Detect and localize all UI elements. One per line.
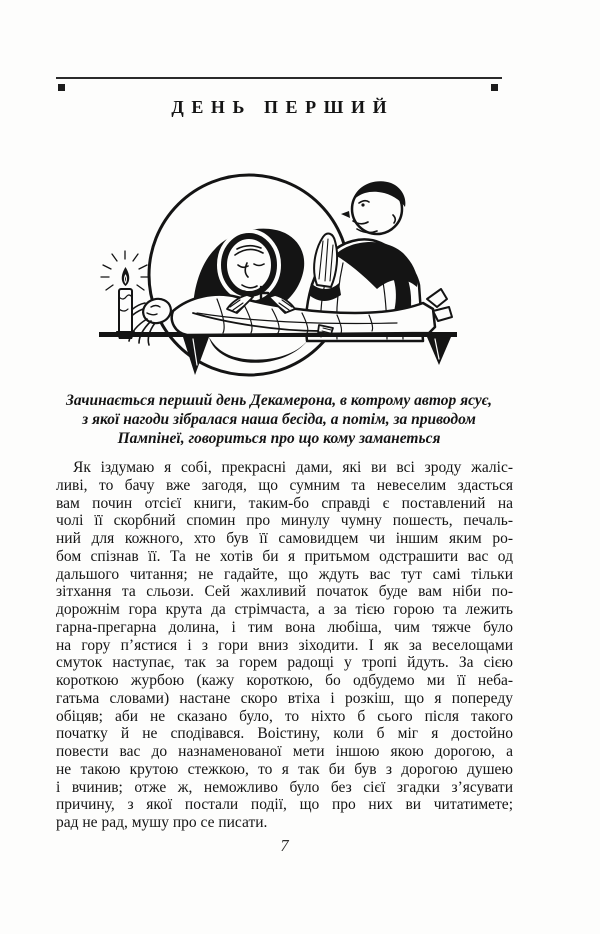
body-text-line: ний для кожного, хто був її самовидцем чи іншим яким ро- bbox=[56, 530, 513, 547]
summary-line: з якої нагоди зібралася наша бесіда, а потім, за приводом bbox=[82, 411, 476, 428]
body-text-line: на гору п’ястися і з гори вниз зіходити. І як за веселощами bbox=[56, 636, 513, 654]
body-text-line: бом спізнав її. Та не хотів би я притьмом одстрашити вас од bbox=[56, 547, 513, 565]
body-text-line: не такою крутою стежкою, то я так би був з дорогою душею bbox=[56, 760, 513, 778]
body-text-line: гарна-прегарна долина, і тим вона любіша, чим тяжче було bbox=[56, 618, 513, 636]
body-text-line: ливі, то бачу вже загодя, що сумним та невеселим здасться bbox=[56, 476, 513, 494]
body-text-line: дорожнім гора крута да стрімчаста, а за тією горою та лежить bbox=[56, 601, 513, 618]
page-number: 7 bbox=[280, 836, 289, 855]
body-text-line: і вчинив; отже ж, неможливо було без сієї згадки з’ясувати bbox=[56, 778, 513, 796]
body-text bbox=[56, 459, 513, 832]
body-text-line: чолі її скорбний спомин про минулу чумну пошесть, печаль- bbox=[56, 512, 513, 530]
body-text-line: початку й не сподівався. Воістину, коли б міг я достойно bbox=[56, 725, 513, 743]
mourning-scene-woodcut-icon bbox=[97, 163, 473, 391]
chapter-title: ДЕНЬ ПЕРШИЙ bbox=[171, 97, 395, 117]
body-text-line: смуток наступає, так за горем радощі у тропі йдуть. За сією bbox=[56, 654, 513, 672]
summary-line: Зачинається перший день Декамерона, в котрому автор ясує, bbox=[65, 392, 493, 409]
body-text-line: короткою журбою (кажу короткою, бо одбудемо ми її неба- bbox=[56, 672, 513, 689]
body-text-line: дальшого читання; не гадайте, що ждуть вас тут самі тільки bbox=[56, 565, 513, 583]
header-ornament-right bbox=[491, 84, 498, 91]
header-rule bbox=[56, 77, 502, 79]
body-text-line: Як іздумаю я собі, прекрасні дами, які ви всі зроду жаліс- bbox=[73, 459, 513, 476]
summary-line: Пампінеї, говориться про що кому заманеться bbox=[117, 430, 441, 447]
body-text-line: зітхання та сльози. Сей жахливий початок буде вам ніби по- bbox=[56, 583, 513, 601]
body-text-line: обіцяв; аби не сказано було, то ніхто б сього після такого bbox=[56, 707, 513, 725]
body-text-line: причину, з якої постали події, що про них ви читатимете; bbox=[56, 796, 513, 814]
body-text-line: рад не рад, мушу про се писати. bbox=[56, 814, 268, 831]
chapter-illustration bbox=[97, 163, 473, 391]
chapter-summary bbox=[40, 391, 518, 448]
body-text-line: повести вас до назнаменованої мети іншою якою дорогою, а bbox=[56, 743, 513, 760]
body-text-line: вам почин отсієї книги, таким-бо справді є поставлений на bbox=[56, 494, 513, 512]
body-text-line: гатьма словами) настане скоро втіха і розкіш, що я попереду bbox=[56, 689, 513, 707]
header-ornament-left bbox=[58, 84, 65, 91]
